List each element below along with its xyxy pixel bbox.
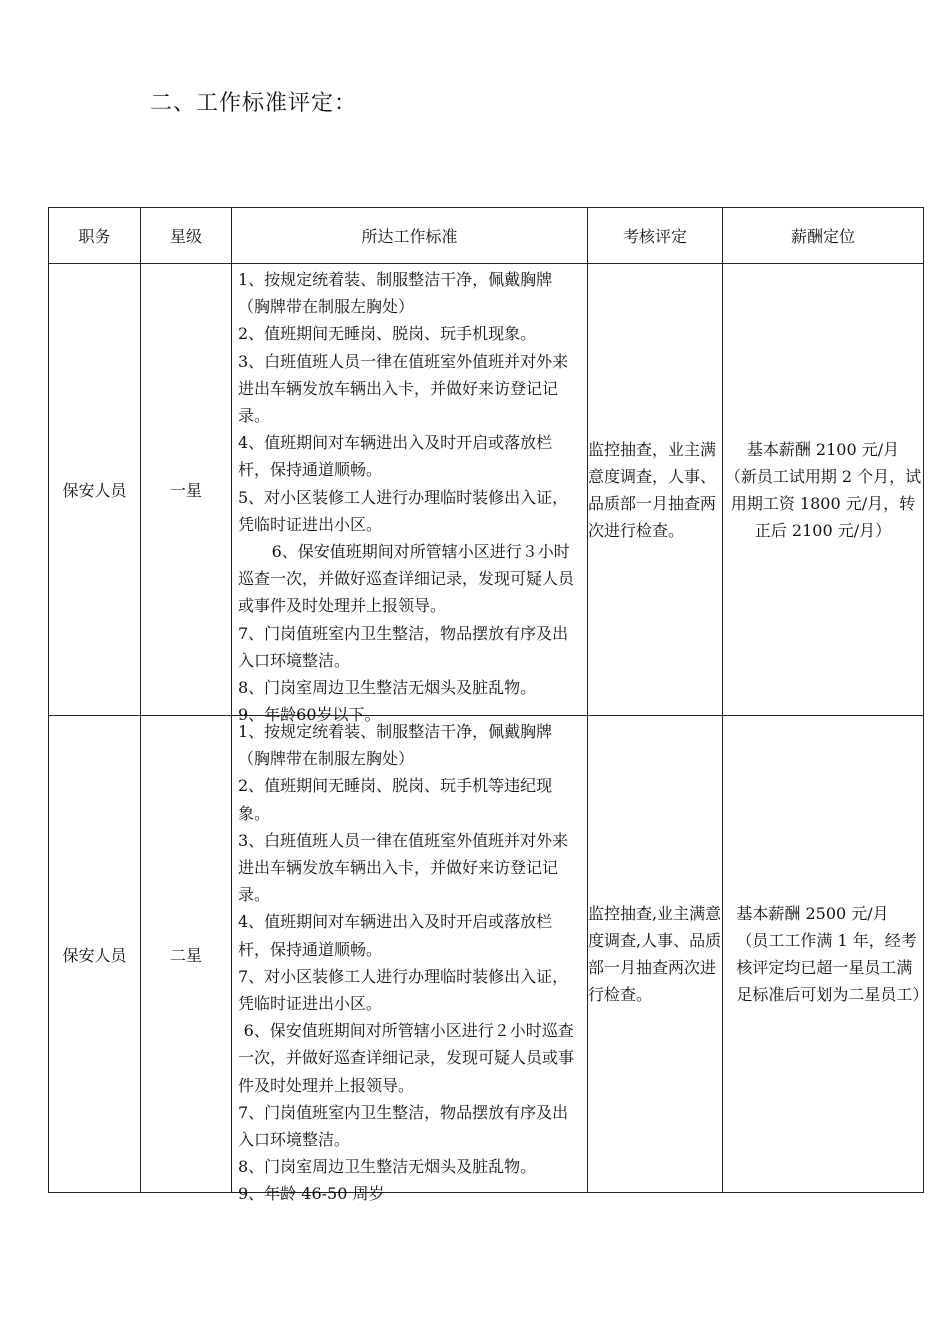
standards-cell <box>232 264 588 725</box>
standard-item: 1、按规定统着装、制服整洁干净，佩戴胸牌（胸牌带在制服左胸处） <box>238 722 553 769</box>
standard-item: 8、门岗室周边卫生整洁无烟头及脏乱物。 <box>238 678 537 698</box>
standard-item: 9、年龄60岁以下。 <box>238 705 381 725</box>
standard-item: 6、保安值班期间对所管辖小区进行２小时巡查一次，并做好巡查详细记录，发现可疑人员或事件及时处理并上报领导。 <box>238 1021 575 1095</box>
salary-note: （员工工作满 1 年，经考核评定均已超一星员工满足标准后可划为二星员工） <box>736 931 929 1004</box>
assessment-cell: 监控抽查，业主满意度调查，人事、品质部一月抽查两次进行检查。 <box>588 264 723 716</box>
table-row <box>49 264 924 716</box>
standard-item: 4、值班期间对车辆进出入及时开启或落放栏杆，保持通道顺畅。 <box>238 433 553 480</box>
standard-item: 7、门岗值班室内卫生整洁，物品摆放有序及出入口环境整洁。 <box>238 623 569 670</box>
salary-note: （新员工试用期 2 个月，试用期工资 1800 元/月，转正后 2100 元/月） <box>724 466 922 540</box>
header-salary: 薪酬定位 <box>723 208 924 264</box>
assessment-cell: 监控抽查,业主满意度调查,人事、品质部一月抽查两次进行检查。 <box>588 716 723 1193</box>
standards-cell <box>232 716 588 1204</box>
standard-item: 4、值班期间对车辆进出入及时开启或落放栏杆，保持通道顺畅。 <box>238 912 553 959</box>
star-level-cell: 二星 <box>141 716 232 1193</box>
star-level-cell: 一星 <box>141 264 232 716</box>
position-cell: 保安人员 <box>49 264 141 716</box>
standard-item: 9、年龄 46-50 周岁 <box>238 1184 385 1204</box>
standard-item: 7、对小区装修工人进行办理临时装修出入证，凭临时证进出小区。 <box>238 966 569 1014</box>
standard-item: 3、白班值班人员一律在值班室外值班并对外来进出车辆发放车辆出入卡，并做好来访登记记录。 <box>238 351 569 426</box>
standard-item: 2、值班期间无睡岗、脱岗、玩手机现象。 <box>238 324 537 344</box>
salary-main: 基本薪酬 2500 元/月 <box>736 904 889 923</box>
header-position: 职务 <box>49 208 141 264</box>
table-row <box>49 716 924 1193</box>
work-standard-table <box>48 207 929 1204</box>
salary-main: 基本薪酬 2100 元/月 <box>746 439 900 459</box>
standard-item: 3、白班值班人员一律在值班室外值班并对外来进出车辆发放车辆出入卡，并做好来访登记记录。 <box>238 830 569 905</box>
header-star-level: 星级 <box>141 208 232 264</box>
standard-item: 8、门岗室周边卫生整洁无烟头及脏乱物。 <box>238 1157 537 1177</box>
salary-cell <box>723 716 929 1193</box>
standard-item: 6、保安值班期间对所管辖小区进行３小时巡查一次，并做好巡查详细记录，发现可疑人员或事件及时处理并上报领导。 <box>238 542 575 616</box>
table-header-row <box>49 208 924 264</box>
header-assessment: 考核评定 <box>588 208 723 264</box>
standard-item: 2、值班期间无睡岗、脱岗、玩手机等违纪现象。 <box>238 776 553 823</box>
position-cell: 保安人员 <box>49 716 141 1193</box>
standard-item: 1、按规定统着装、制服整洁干净，佩戴胸牌（胸牌带在制服左胸处） <box>238 270 553 317</box>
header-standards: 所达工作标准 <box>232 208 588 264</box>
section-heading: 二、工作标准评定： <box>150 91 358 116</box>
standard-item: 7、门岗值班室内卫生整洁，物品摆放有序及出入口环境整洁。 <box>238 1102 569 1150</box>
salary-cell <box>723 264 924 716</box>
standard-item: 5、对小区装修工人进行办理临时装修出入证，凭临时证进出小区。 <box>238 487 569 534</box>
